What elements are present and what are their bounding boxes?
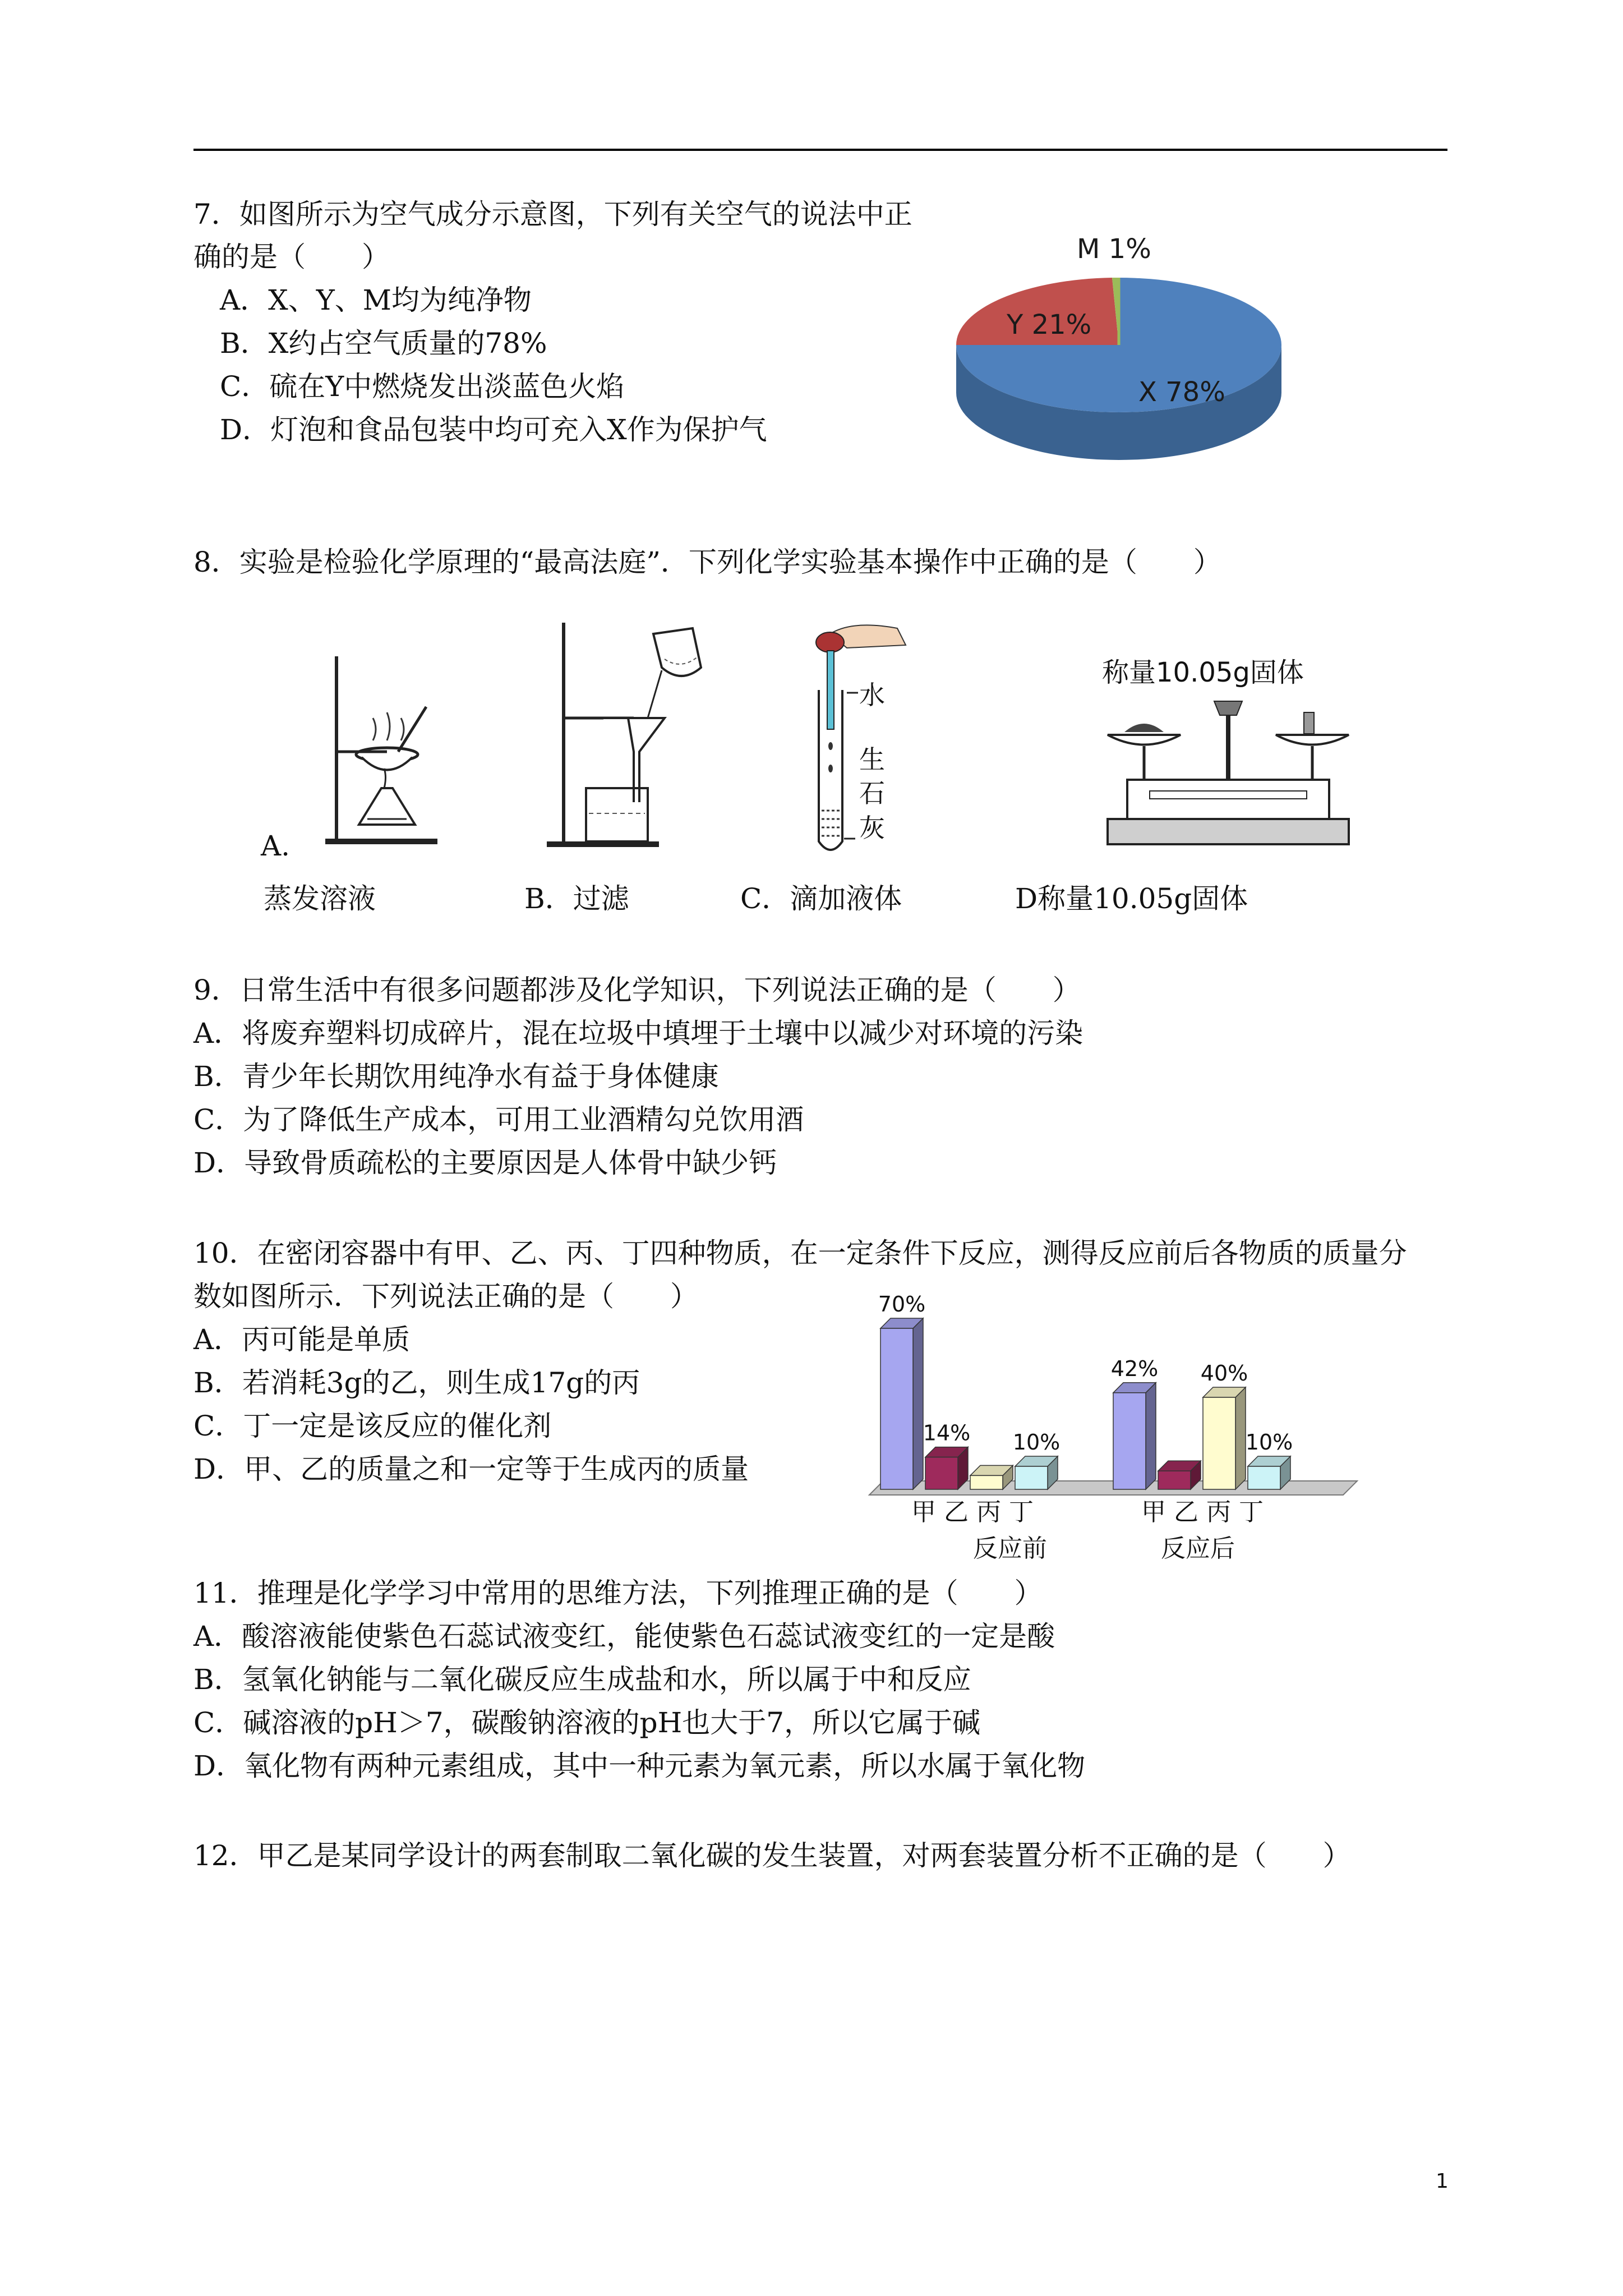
- q11-option-c: C．碱溶液的pH＞7，碳酸钠溶液的pH也大于7，所以它属于碱: [193, 1706, 981, 1739]
- bar-label-1-0: 42%: [1110, 1356, 1159, 1381]
- bar-1-0: [1113, 1393, 1146, 1489]
- evaporation-apparatus-figure: [314, 645, 449, 853]
- label-water: 水: [859, 680, 885, 710]
- balance-scale-figure: [1096, 651, 1360, 858]
- q7-option-c: C．硫在Y中燃烧发出淡蓝色火焰: [220, 370, 625, 403]
- q11-option-a: A．酸溶液能使紫色石蕊试液变红，能使紫色石蕊试液变红的一定是酸: [193, 1620, 1055, 1653]
- pie-label-x: X 78%: [1138, 376, 1225, 408]
- q7-stem-line1: 7．如图所示为空气成分示意图，下列有关空气的说法中正: [193, 198, 912, 231]
- q11-option-d: D．氧化物有两种元素组成，其中一种元素为氧元素，所以水属于氧化物: [193, 1750, 1086, 1782]
- q10-stem-line1: 10．在密闭容器中有甲、乙、丙、丁四种物质，在一定条件下反应，测得反应前后各物质的质量分: [193, 1237, 1407, 1269]
- bar-1-1: [1158, 1471, 1191, 1489]
- q7-option-a: A．X、Y、M均为纯净物: [220, 284, 532, 316]
- q10-stem-line2: 数如图所示．下列说法正确的是（ ）: [193, 1280, 698, 1313]
- q10-option-d: D．甲、乙的质量之和一定等于生成丙的质量: [193, 1453, 749, 1485]
- bar-label-1-3: 10%: [1245, 1430, 1293, 1455]
- bar-side-1-2: [1235, 1387, 1246, 1489]
- bar-0-1: [925, 1457, 958, 1489]
- mass-fraction-bar-chart: [864, 1279, 1368, 1582]
- q12-stem: 12．甲乙是某同学设计的两套制取二氧化碳的发生装置，对两套装置分析不正确的是（ ）: [193, 1839, 1351, 1872]
- bar-1-2: [1203, 1397, 1235, 1489]
- dropper-test-tube-figure: [808, 617, 920, 858]
- q9-option-d: D．导致骨质疏松的主要原因是人体骨中缺少钙: [193, 1147, 777, 1179]
- label-weigh: 称量10.05g固体: [1102, 657, 1304, 688]
- header-rule: [193, 149, 1447, 151]
- q10-option-c: C．丁一定是该反应的催化剂: [193, 1410, 552, 1442]
- q8-figure-a-marker: A.: [261, 830, 291, 862]
- bar-label-0-3: 10%: [1012, 1430, 1061, 1455]
- bar-side-0-0: [913, 1318, 923, 1489]
- group-label-before: 反应前: [973, 1534, 1047, 1563]
- label-lime-2: 石: [859, 778, 885, 808]
- bar-label-0-0: 70%: [878, 1292, 926, 1317]
- group-label-after: 反应后: [1161, 1534, 1235, 1563]
- bar-1-3: [1248, 1466, 1280, 1489]
- label-lime-3: 灰: [859, 813, 885, 843]
- axis-label-after: 甲 乙 丙 丁: [1141, 1498, 1264, 1526]
- label-lime-1: 生: [859, 744, 885, 775]
- page-number: 1: [1436, 2170, 1449, 2193]
- bar-0-3: [1015, 1466, 1048, 1489]
- q9-option-c: C．为了降低生产成本，可用工业酒精勾兑饮用酒: [193, 1103, 804, 1136]
- q10-option-b: B．若消耗3g的乙，则生成17g的丙: [193, 1366, 640, 1399]
- pie-label-y: Y 21%: [1007, 309, 1092, 341]
- q8-caption-c: C．滴加液体: [740, 882, 902, 915]
- q9-stem: 9．日常生活中有很多问题都涉及化学知识，下列说法正确的是（ ）: [193, 974, 1081, 1006]
- q11-option-b: B．氢氧化钠能与二氧化碳反应生成盐和水，所以属于中和反应: [193, 1663, 971, 1696]
- bar-side-1-0: [1146, 1383, 1156, 1489]
- pie-label-m: M 1%: [1077, 233, 1151, 265]
- filtration-apparatus-figure: [536, 617, 721, 853]
- bar-0-0: [880, 1328, 913, 1489]
- bar-label-0-1: 14%: [923, 1420, 971, 1446]
- q7-option-b: B．X约占空气质量的78%: [220, 327, 547, 360]
- q10-option-a: A．丙可能是单质: [193, 1323, 411, 1356]
- bar-label-1-2: 40%: [1200, 1361, 1248, 1386]
- q8-caption-b: B．过滤: [524, 882, 629, 915]
- q7-option-d: D．灯泡和食品包装中均可充入X作为保护气: [220, 413, 767, 446]
- q9-option-b: B．青少年长期饮用纯净水有益于身体健康: [193, 1060, 719, 1093]
- q7-stem-line2: 确的是（ ）: [193, 241, 390, 273]
- q8-caption-d: D称量10.05g固体: [1015, 882, 1248, 915]
- axis-label-before: 甲 乙 丙 丁: [911, 1498, 1034, 1526]
- bar-0-2: [970, 1475, 1003, 1489]
- q8-caption-a: 蒸发溶液: [264, 882, 376, 915]
- q9-option-a: A．将废弃塑料切成碎片，混在垃圾中填埋于土壤中以减少对环境的污染: [193, 1017, 1083, 1050]
- q8-stem: 8．实验是检验化学原理的“最高法庭”．下列化学实验基本操作中正确的是（ ）: [193, 546, 1221, 578]
- air-composition-pie-chart: [953, 224, 1284, 488]
- q11-stem: 11．推理是化学学习中常用的思维方法，下列推理正确的是（ ）: [193, 1577, 1043, 1609]
